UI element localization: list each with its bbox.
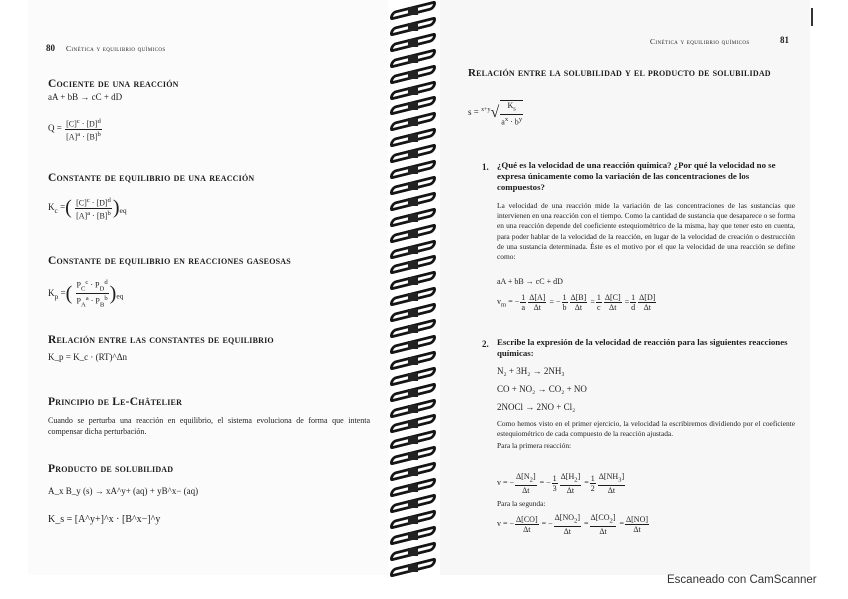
coil-hole	[408, 55, 418, 63]
formula-s: s = $^{x+y}$√ $\frac{K_s}{a^x \cdot b^y}$	[468, 101, 523, 127]
section-title-gaseosas: Constante de equilibrio en reacciones gaseosas	[48, 255, 291, 267]
coil-hole	[408, 277, 418, 285]
spiral-binding	[384, 0, 442, 578]
section-title-producto: Producto de solubilidad	[48, 463, 174, 475]
formula-q: Q = $\frac{[C]^c \cdot [D]^d}{[A]^a \cdot [B]^b}$	[48, 118, 101, 142]
spiral-coil	[384, 386, 442, 400]
spiral-coil	[384, 370, 442, 384]
coil-hole	[408, 102, 418, 110]
coil-hole	[408, 39, 418, 47]
section-title-solubilidad: Relación entre la solubilidad y el producto de solubilidad	[468, 67, 771, 79]
coil-hole	[408, 532, 418, 540]
spiral-coil	[384, 529, 442, 543]
coil-hole	[408, 357, 418, 365]
coil-hole	[408, 325, 418, 333]
question-2-first-label: Para la primera reacción:	[497, 441, 572, 450]
question-2-second-rate: v = − $\frac{\Delta[CO]}{\Delta t}$ = − $\frac{\Delta[NO_2]}{\Delta t}$ = $\frac{\Delta[CO_2]}{\Delta t}$ = $\frac{\Delta[NO]}{\Delta t}$	[497, 513, 649, 536]
section-title-relacion: Relación entre las constantes de equilibrio	[48, 334, 274, 346]
section-title-constante: Constante de equilibrio de una reacción	[48, 172, 255, 184]
coil-hole	[408, 405, 418, 413]
spiral-coil	[384, 354, 442, 368]
question-2-number: 2.	[482, 339, 489, 349]
reaction-equation: aA + bB → cC + dD	[48, 92, 123, 102]
question-2-body: Como hemos visto en el primer ejercicio, la velocidad la escribiremos dividiendo por el coeficiente estequiométrico de cada compuesto de la reacción ajustada.	[497, 419, 795, 439]
question-2-title: Escribe la expresión de la velocidad de reacción para las siguientes reacciones químicas:	[497, 337, 788, 358]
coil-hole	[408, 198, 418, 206]
coil-hole	[408, 246, 418, 254]
section-title-cociente: Cociente de una reacción	[48, 78, 179, 90]
coil-hole	[408, 293, 418, 301]
formula-ks: K_s = [A^y+]^x · [B^x−]^y	[48, 514, 161, 525]
formula-kp-kc: K_p = K_c · (RT)^Δn	[48, 352, 128, 362]
reaction-2: CO + NO₂ → CO₂ + NO	[497, 384, 587, 394]
right-running-head: Cinética y equilibrio químicos	[650, 37, 750, 46]
coil-hole	[408, 118, 418, 126]
question-1-number: 1.	[482, 162, 489, 172]
question-1-title: ¿Qué es la velocidad de una reacción química? ¿Por qué la velocidad no se expresa únicamente como la variación de las concentraciones de los compuestos?	[497, 160, 776, 192]
coil-hole	[408, 71, 418, 79]
right-page-number: 81	[780, 35, 789, 45]
coil-hole	[408, 389, 418, 397]
spiral-coil	[384, 561, 442, 575]
le-chatelier-text: Cuando se perturba una reacción en equilibrio, el sistema evoluciona de forma que intenta compensar dicha perturbación.	[48, 416, 370, 436]
spiral-coil	[384, 195, 442, 209]
page-edge	[811, 8, 813, 26]
coil-hole	[408, 230, 418, 238]
question-1-body: La velocidad de una reacción mide la variación de las concentraciones de las sustancias que intervienen en una reacción con el tiempo. Como la cantidad de sustancia que desaparece o se forma en una reacción depende del coeficiente estequiométrico de la misma, hay que tener esto en cuenta, para poder hablar de la velocidad de la reacción, en lugar de la velocidad de creación o destrucción de una sustancia determinada. Éste es el motivo por el que la velocidad de una reacción se define como:	[497, 201, 795, 262]
coil-hole	[408, 484, 418, 492]
spiral-coil	[384, 36, 442, 50]
coil-hole	[408, 436, 418, 444]
spiral-coil	[384, 513, 442, 527]
coil-hole	[408, 182, 418, 190]
reaction-3: 2NOCl → 2NO + Cl₂	[497, 402, 576, 412]
coil-hole	[408, 548, 418, 556]
coil-hole	[408, 150, 418, 158]
spiral-coil	[384, 52, 442, 66]
formula-kc: $K_c$ =( $\frac{[C]^c \cdot [D]^d}{[A]^a \cdot [B]^b}$ )$_{eq}$	[48, 196, 127, 221]
left-running-head: Cinética y equilibrio químicos	[66, 44, 166, 53]
coil-hole	[408, 516, 418, 524]
reaction-1: N₂ + 3H₂ → 2NH₃	[497, 366, 565, 376]
coil-hole	[408, 87, 418, 95]
question-1-rate: $v_m$ = − $\frac{1}{a}$ $\frac{\Delta[A]}{\Delta t}$ = − $\frac{1}{b}$ $\frac{\Delta[B]}{\Delta t}$ = $\frac{1}{c}$ $\frac{\Delta[C]}{\Delta t}$ = $\frac{1}{d}$ $\frac{\Delta[D]}{\Delta t}$	[497, 293, 656, 312]
coil-hole	[408, 134, 418, 142]
coil-hole	[408, 452, 418, 460]
scanner-watermark: Escaneado con CamScanner	[667, 574, 817, 586]
coil-hole	[408, 261, 418, 269]
coil-hole	[408, 373, 418, 381]
question-2-second-label: Para la segunda:	[497, 499, 546, 508]
spiral-coil	[384, 545, 442, 559]
coil-hole	[408, 23, 418, 31]
coil-hole	[408, 166, 418, 174]
coil-hole	[408, 564, 418, 572]
solubility-equation: A_x B_y (s) → xA^y+ (aq) + yB^x− (aq)	[48, 486, 199, 496]
coil-hole	[408, 214, 418, 222]
spiral-coil	[384, 211, 442, 225]
spiral-coil	[384, 227, 442, 241]
coil-hole	[408, 420, 418, 428]
coil-hole	[408, 309, 418, 317]
left-page-number: 80	[46, 43, 55, 53]
spiral-coil	[384, 68, 442, 82]
question-2-first-rate: v = − $\frac{\Delta[N_2]}{\Delta t}$ = − $\frac{1}{3}$ $\frac{\Delta[H_2]}{\Delta t}$ = $\frac{1}{2}$ $\frac{\Delta[NH_3]}{\Delta t}$	[497, 472, 625, 495]
formula-kp: $K_p$ =( $\frac{P_C^c \cdot P_D^d}{P_A^a \cdot P_B^b}$ )$_{eq}$	[48, 279, 124, 309]
coil-hole	[408, 7, 418, 15]
section-title-le-chatelier: Principio de Le-Châtelier	[48, 396, 183, 408]
question-1-equation: aA + bB → cC + dD	[497, 277, 563, 286]
coil-hole	[408, 500, 418, 508]
coil-hole	[408, 468, 418, 476]
coil-hole	[408, 341, 418, 349]
